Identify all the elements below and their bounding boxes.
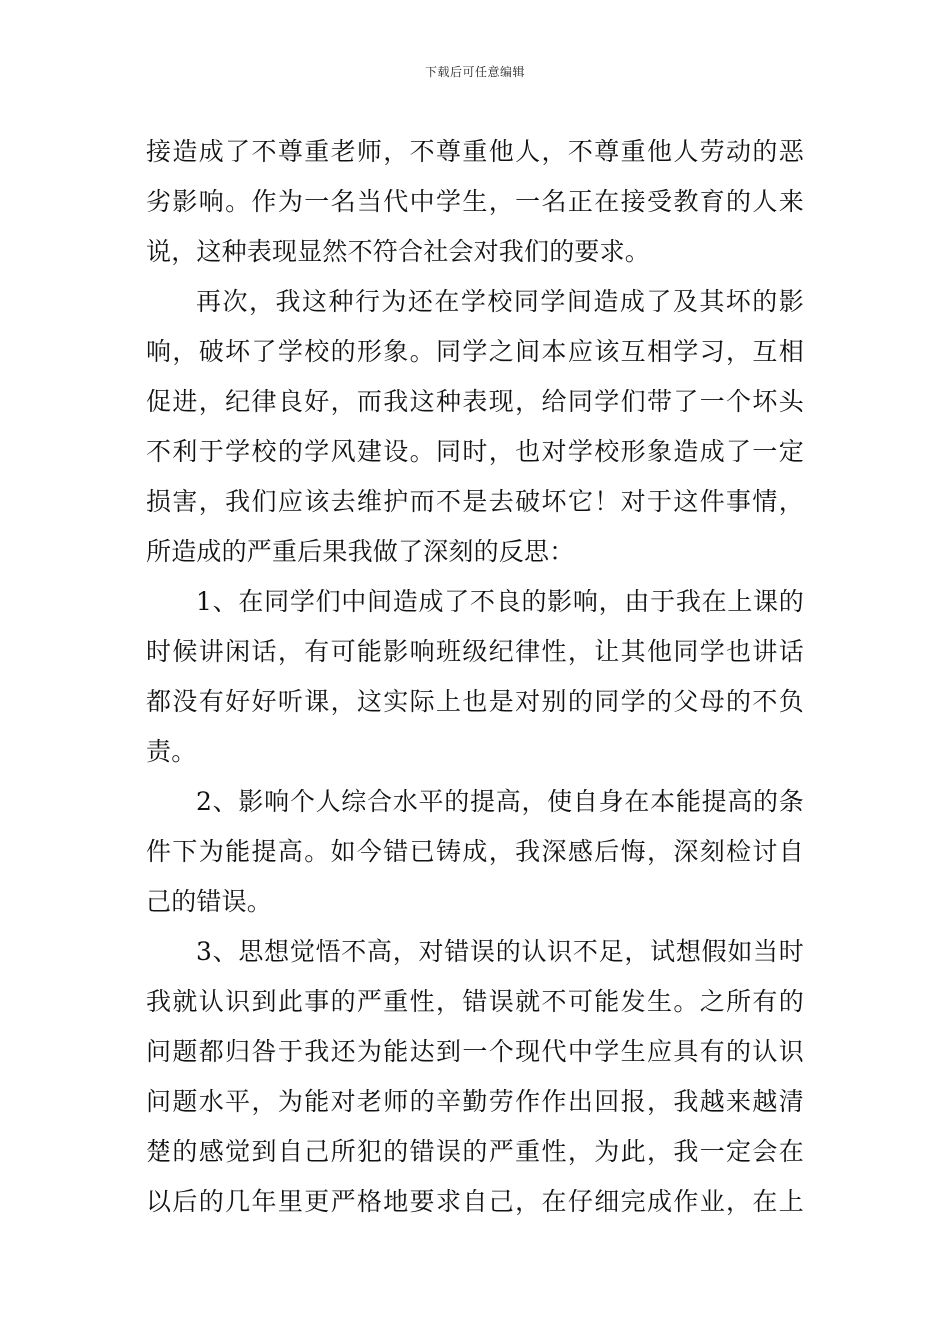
- text-line: 说，这种表现显然不符合社会对我们的要求。: [146, 237, 651, 266]
- text-line: 1、在同学们中间造成了不良的影响，由于我在上课的: [196, 587, 804, 616]
- text-line: 响，破坏了学校的形象。同学之间本应该互相学习，互相: [146, 337, 804, 366]
- text-line: 以后的几年里更严格地要求自己，在仔细完成作业，在上: [146, 1187, 804, 1216]
- text-line: 不利于学校的学风建设。同时，也对学校形象造成了一定: [146, 437, 804, 466]
- text-line: 我就认识到此事的严重性，错误就不可能发生。之所有的: [146, 987, 804, 1016]
- text-line: 损害，我们应该去维护而不是去破坏它！对于这件事情，: [146, 487, 804, 516]
- text-line: 促进，纪律良好，而我这种表现，给同学们带了一个坏头: [146, 387, 804, 416]
- text-line: 问题都归咎于我还为能达到一个现代中学生应具有的认识: [146, 1037, 804, 1066]
- text-line: 劣影响。作为一名当代中学生，一名正在接受教育的人来: [146, 187, 804, 216]
- text-line: 时候讲闲话，有可能影响班级纪律性，让其他同学也讲话: [146, 637, 804, 666]
- text-line: 接造成了不尊重老师，不尊重他人，不尊重他人劳动的恶: [146, 137, 804, 166]
- text-line: 2、影响个人综合水平的提高，使自身在本能提高的条: [196, 787, 804, 816]
- page-header: 下载后可任意编辑: [424, 65, 525, 79]
- text-line: 楚的感觉到自己所犯的错误的严重性，为此，我一定会在: [146, 1137, 804, 1166]
- text-line: 再次，我这种行为还在学校同学间造成了及其坏的影: [196, 287, 804, 316]
- document-body: [146, 127, 804, 1227]
- text-line: 件下为能提高。如今错已铸成，我深感后悔，深刻检讨自: [146, 837, 804, 866]
- text-line: 3、思想觉悟不高，对错误的认识不足，试想假如当时: [196, 937, 804, 966]
- text-line: 都没有好好听课，这实际上也是对别的同学的父母的不负: [146, 687, 804, 716]
- text-line: 问题水平，为能对老师的辛勤劳作作出回报，我越来越清: [146, 1087, 804, 1116]
- text-line: 己的错误。: [146, 887, 273, 916]
- text-line: 责。: [146, 737, 197, 766]
- text-line: 所造成的严重后果我做了深刻的反思：: [146, 537, 575, 566]
